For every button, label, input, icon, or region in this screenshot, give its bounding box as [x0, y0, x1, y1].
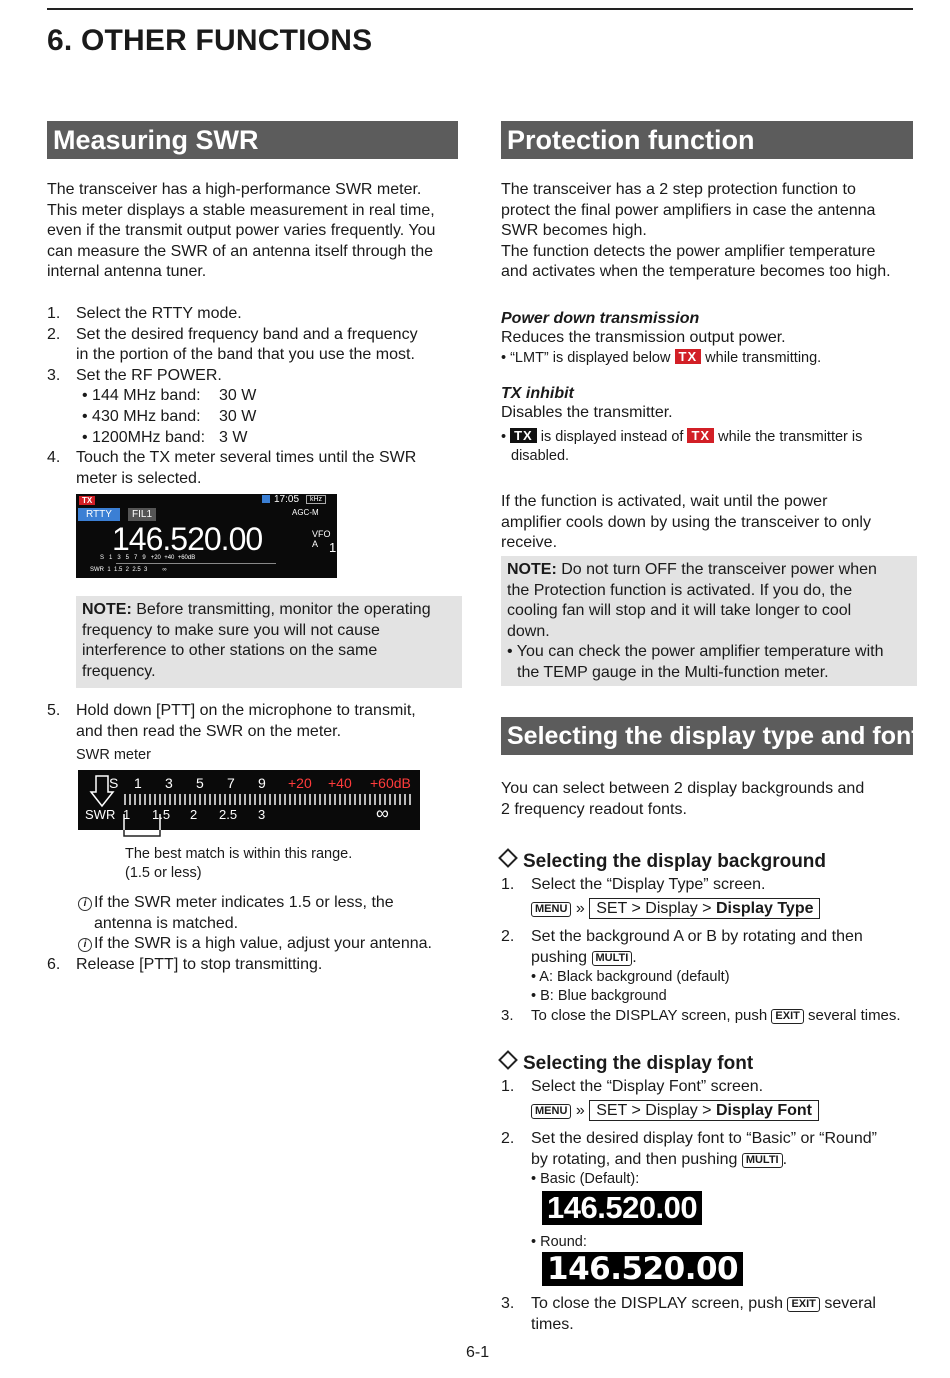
protection-activated-text: If the function is activated, wait until the power amplifier cools down by using the transceiver to only receive.	[501, 493, 871, 552]
power-down-title: Power down transmission	[501, 310, 700, 327]
swr-note: NOTE: Before transmitting, monitor the operating frequency to make sure you will not cause interference to other stations on the same frequency.	[76, 596, 462, 688]
display-font-steps: 1. Select the “Display Font” screen. MENU » SET > Display > Display Font 2. Set the desired display font to “Basic” or “Round” by rotating, and then pushing MULTI . • Basic (Default):	[501, 1077, 926, 1189]
display-background-steps: 1. Select the “Display Type” screen. MENU » SET > Display > Display Type 2. Set the background A or B by rotating and then pushing MULTI . • A: Black background (default) • B: Blue background 3. To close the DISPLAY screen, push EXIT several times.	[501, 875, 926, 1027]
swr-step-6	[47, 955, 467, 976]
meter-swr-label: SWR	[85, 807, 116, 822]
tx-indicator: TX	[79, 496, 95, 505]
swr-meter-image: S 1 3 5 7 9 +20 +40 +60dB SWR 1 1.5 2 2.5 3 ∞	[78, 770, 420, 830]
section-heading-display: Selecting the display type and font	[501, 717, 913, 755]
khz-label: kHz	[306, 495, 326, 504]
vfo-label: VFO A	[312, 529, 331, 549]
tx-red-icon: TX	[675, 349, 702, 364]
protection-intro: The transceiver has a 2 step protection function to protect the final power amplifiers in case the antenna SWR becomes high. The function detects the power amplifier temperature and activates when the temperature becomes too high.	[501, 181, 891, 281]
band-row: • 144 MHz band: 30 W	[82, 387, 257, 405]
tx-red-icon: TX	[687, 428, 714, 443]
band-row: • 1200MHz band: 3 W	[82, 428, 248, 446]
exit-key-icon: EXIT	[771, 1009, 803, 1024]
filter-badge: FIL1	[128, 508, 156, 521]
list-item: 3. To close the DISPLAY screen, push EXIT several times.	[501, 1295, 876, 1333]
menu-path-display-type: MENU » SET > Display > Display Type	[501, 898, 926, 920]
section-heading-protection: Protection function	[501, 121, 913, 159]
meter-s-label: S	[109, 775, 119, 791]
transceiver-screen	[76, 494, 337, 578]
info-icon: i	[78, 897, 92, 911]
list-item: 3. To close the DISPLAY screen, push EXIT several times.	[501, 1007, 901, 1025]
protection-note: NOTE: Do not turn OFF the transceiver power when the Protection function is activated. If you do, the cooling fan will stop and it will take longer to cool down. • You can check the power amplifier temperature with the TEMP gauge in the Multi-function meter.	[501, 556, 917, 686]
tx-black-icon: TX	[510, 428, 537, 443]
swr-intro: The transceiver has a high-performance SWR meter. This meter displays a stable measurement in real time, even if the transmit output power varies frequently. You can measure the SWR of an antenna itself through the internal antenna tuner.	[47, 181, 436, 281]
swr-steps-1-4	[47, 304, 467, 489]
tx-inhibit-title: TX inhibit	[501, 385, 574, 402]
menu-key-icon: MENU	[531, 902, 571, 917]
list-item: 6. Release [PTT] to stop transmitting.	[47, 956, 323, 973]
diamond-icon	[498, 848, 518, 868]
agc-label: AGC-M	[292, 508, 319, 517]
tx-inhibit-block: TX inhibit Disables the transmitter. • TX is displayed instead of TX while the transmitter is disabled.	[501, 385, 926, 466]
swr-info-notes: i If the SWR meter indicates 1.5 or less, the antenna is matched. i If the SWR is a high value, adjust your antenna.	[78, 893, 478, 955]
display-font-step-3	[501, 1294, 926, 1335]
exit-key-icon: EXIT	[787, 1297, 819, 1312]
list-item: 2. Set the desired frequency band and a frequency in the portion of the band that you use the most.	[47, 325, 418, 364]
list-item: 1. Select the “Display Type” screen.	[501, 876, 766, 893]
screen-frequency: 146.520.00	[112, 521, 263, 557]
round-label: • Round:	[531, 1234, 587, 1250]
page-number: 6-1	[466, 1344, 490, 1361]
multi-key-icon: MULTI	[742, 1153, 783, 1168]
best-match-caption: The best match is within this range. (1.5 or less)	[125, 846, 353, 881]
basic-font-sample: 146.520.00	[542, 1191, 702, 1225]
list-item: 2. Set the background A or B by rotating and then pushing MULTI .	[501, 928, 863, 966]
power-down-block: Power down transmission Reduces the transmission output power. • “LMT” is displayed below TX while transmitting.	[501, 310, 926, 368]
multi-key-icon: MULTI	[592, 951, 633, 966]
chapter-title: 6. OTHER FUNCTIONS	[47, 24, 373, 57]
band-list	[47, 386, 467, 448]
menu-path-display-font: MENU » SET > Display > Display Font	[501, 1100, 926, 1122]
list-item: 1. Select the “Display Font” screen.	[501, 1078, 764, 1095]
swr-step-5	[47, 701, 467, 742]
meter-callout-lines	[78, 770, 178, 850]
clock-icon	[262, 495, 270, 503]
display-background-title: Selecting the display background	[501, 851, 826, 873]
meter-caption: SWR meter	[76, 747, 151, 763]
diamond-icon	[498, 1050, 518, 1070]
menu-key-icon: MENU	[531, 1104, 571, 1119]
list-item: 2. Set the desired display font to “Basic” or “Round” by rotating, and then pushing MULTI .	[501, 1130, 877, 1168]
list-item: 1. Select the RTTY mode.	[47, 305, 242, 322]
list-item: 3. Set the RF POWER.	[47, 366, 222, 384]
band-row: • 430 MHz band: 30 W	[82, 407, 257, 425]
display-intro: You can select between 2 display backgrounds and 2 frequency readout fonts.	[501, 780, 865, 818]
round-font-sample: 146.520.00	[542, 1252, 743, 1286]
screen-time: 17:05	[274, 494, 300, 505]
list-item: 4. Touch the TX meter several times until the SWR meter is selected.	[47, 449, 417, 487]
list-item: 5. Hold down [PTT] on the microphone to transmit, and then read the SWR on the meter.	[47, 702, 416, 740]
vfo-number: 1	[329, 540, 337, 555]
info-icon: i	[78, 938, 92, 952]
mode-badge: RTTY	[78, 508, 120, 521]
screen-s-scale: S 1 3 5 7 9 +20 +40 +60dB	[100, 555, 196, 561]
top-rule	[47, 8, 913, 10]
section-heading-swr: Measuring SWR	[47, 121, 458, 159]
screen-swr-scale: SWR 1 1.5 2 2.5 3 ∞	[90, 567, 167, 573]
display-font-title: Selecting the display font	[501, 1053, 753, 1075]
